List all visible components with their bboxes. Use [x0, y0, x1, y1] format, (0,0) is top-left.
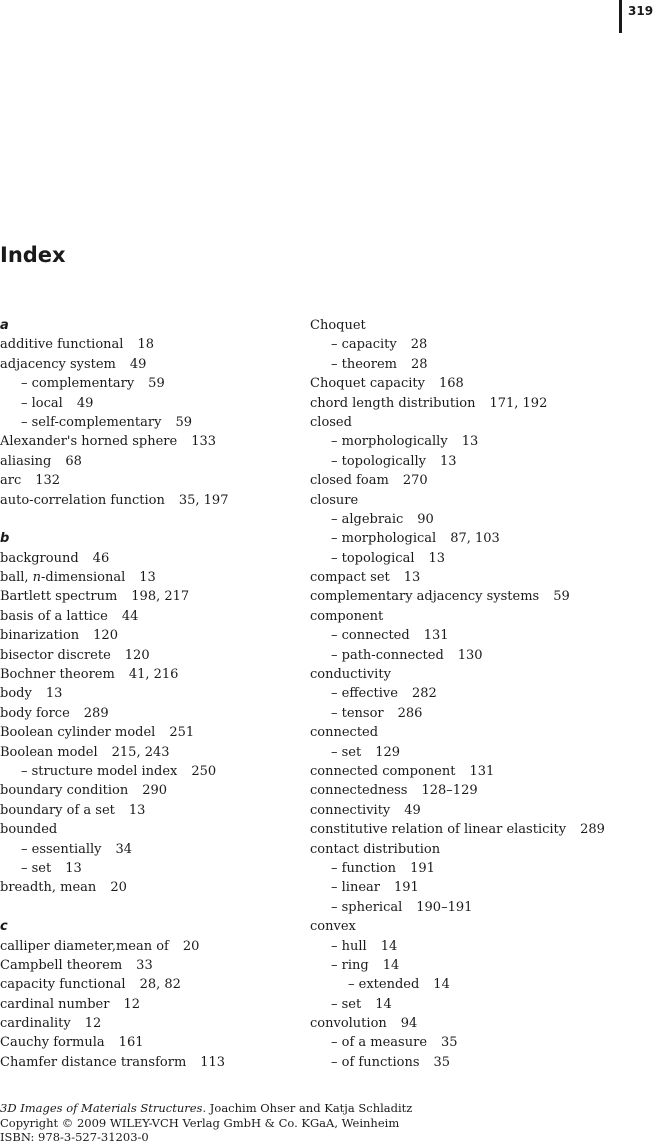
- entry-pages: 13: [139, 570, 156, 586]
- page-number: 319: [628, 4, 653, 18]
- entry-term: body force: [0, 705, 70, 721]
- entry-term: – essentially: [21, 841, 102, 857]
- index-subentry: [310, 956, 645, 975]
- entry-pages: 113: [200, 1054, 226, 1070]
- entry-term: Cauchy formula: [0, 1035, 105, 1051]
- footer-book-title: 3D Images of Materials Structures.: [0, 1101, 207, 1115]
- entry-pages: 94: [400, 1016, 418, 1032]
- index-subentry: [310, 1033, 645, 1052]
- entry-term: chord length distribution: [310, 395, 476, 411]
- entry-term: Bochner theorem: [0, 667, 115, 683]
- entry-pages: 35: [433, 1054, 451, 1070]
- index-subentry: [310, 937, 645, 956]
- entry-pages: 13: [428, 550, 446, 566]
- index-entry: [310, 917, 645, 936]
- entry-term: [0, 570, 125, 585]
- footer-authors: Joachim Ohser and Katja Schladitz: [206, 1101, 413, 1115]
- index-entry: [310, 723, 645, 742]
- entry-pages: 191: [393, 880, 419, 896]
- entry-pages: 14: [382, 957, 400, 973]
- entry-term: constitutive relation of linear elasticity: [310, 822, 567, 838]
- entry-term: – topological: [331, 550, 415, 566]
- entry-term: – extended: [348, 977, 420, 993]
- entry-term: closed foam: [310, 473, 389, 489]
- entry-pages: 161: [118, 1035, 144, 1051]
- entry-pages: 171, 192: [489, 395, 548, 411]
- entry-term: contact distribution: [310, 841, 441, 857]
- entry-pages: 131: [423, 628, 449, 644]
- index-entry: [0, 995, 300, 1014]
- page-title: Index: [0, 243, 66, 267]
- entry-term: complementary adjacency systems: [310, 589, 540, 605]
- entry-pages: 41, 216: [128, 667, 179, 683]
- entry-pages: 28: [410, 356, 428, 372]
- entry-term: binarization: [0, 628, 80, 644]
- entry-term: adjacency system: [0, 356, 116, 372]
- section-letter: c: [0, 919, 8, 935]
- entry-term: – spherical: [331, 899, 403, 915]
- index-entry: [0, 452, 300, 471]
- index-entry: [0, 607, 300, 626]
- entry-term: – topologically: [331, 453, 426, 469]
- entry-pages: 35: [441, 1035, 458, 1051]
- entry-pages: 14: [380, 938, 398, 954]
- entry-term: component: [310, 608, 384, 624]
- entry-term: convolution: [310, 1016, 387, 1032]
- entry-pages: 12: [123, 996, 140, 1012]
- index-subentry: [310, 859, 645, 878]
- entry-pages: 20: [182, 938, 200, 954]
- index-subentry: [310, 646, 645, 665]
- entry-pages: 14: [433, 977, 450, 993]
- entry-pages: 49: [76, 395, 94, 411]
- section-letter: b: [0, 531, 10, 547]
- index-entry: [310, 820, 645, 839]
- entry-term: – function: [331, 860, 397, 876]
- index-entry: [0, 975, 300, 994]
- entry-pages: 131: [469, 763, 495, 779]
- entry-term: – set: [21, 860, 52, 876]
- entry-pages: 34: [115, 841, 133, 857]
- index-entry: [0, 1033, 300, 1052]
- index-subentry: [310, 432, 645, 451]
- entry-term: bounded: [0, 822, 58, 838]
- entry-pages: 13: [65, 860, 82, 876]
- index-subentry: [310, 529, 645, 548]
- page-number-bar: [619, 0, 622, 33]
- index-column-right: [310, 316, 645, 1072]
- entry-pages: 28: [410, 337, 428, 353]
- entry-term: boundary of a set: [0, 802, 115, 818]
- index-subentry: [0, 394, 300, 413]
- footer-isbn: ISBN: 978-3-527-31203-0: [0, 1130, 149, 1144]
- index-subentry: [310, 743, 645, 762]
- entry-term: Campbell theorem: [0, 957, 123, 973]
- entry-term: breadth, mean: [0, 880, 97, 896]
- entry-term: connectivity: [310, 802, 391, 818]
- index-entry: [310, 413, 645, 432]
- entry-pages: 270: [402, 473, 428, 489]
- entry-term: closure: [310, 492, 359, 508]
- entry-term: boundary condition: [0, 783, 129, 799]
- entry-pages: 13: [45, 686, 63, 702]
- index-subentry: [310, 549, 645, 568]
- index-entry: [310, 762, 645, 781]
- index-entry: [310, 801, 645, 820]
- index-subentry: [310, 975, 645, 994]
- entry-pages: 286: [397, 705, 423, 721]
- index-entry: [0, 665, 300, 684]
- index-entry: [0, 723, 300, 742]
- index-subentry: [0, 859, 300, 878]
- entry-pages: 198, 217: [131, 589, 190, 605]
- index-entry: [310, 840, 645, 859]
- section-spacer: [0, 510, 300, 529]
- index-entry: [310, 665, 645, 684]
- section-letter: a: [0, 318, 9, 333]
- entry-term-italic: n: [32, 570, 42, 586]
- entry-term: – structure model index: [21, 763, 178, 779]
- entry-pages: 130: [457, 647, 483, 663]
- entry-term: Bartlett spectrum: [0, 589, 118, 605]
- index-entry: [0, 937, 300, 956]
- index-subentry: [310, 684, 645, 703]
- entry-term: Choquet: [310, 318, 366, 333]
- index-entry: [310, 491, 645, 510]
- index-subentry: [310, 452, 645, 471]
- index-entry: [0, 820, 300, 839]
- entry-term: – effective: [331, 686, 398, 702]
- entry-term: conductivity: [310, 667, 391, 683]
- index-entry: [0, 1053, 300, 1072]
- entry-term: arc: [0, 473, 22, 489]
- entry-pages: 20: [110, 880, 127, 896]
- index-entry: [0, 1014, 300, 1033]
- entry-term: body: [0, 686, 32, 702]
- entry-pages: 59: [553, 589, 570, 605]
- entry-term: aliasing: [0, 453, 52, 469]
- entry-pages: 13: [440, 453, 457, 469]
- index-subentry: [0, 413, 300, 432]
- index-entry: [0, 432, 300, 451]
- index-subentry: [310, 510, 645, 529]
- index-subentry: [310, 355, 645, 374]
- index-entry: [0, 781, 300, 800]
- entry-pages: 282: [411, 686, 437, 702]
- entry-term: connected: [310, 725, 379, 741]
- entry-pages: 90: [417, 511, 434, 527]
- index-entry: [0, 491, 300, 510]
- entry-term: – morphologically: [331, 434, 448, 450]
- index-entry: [0, 646, 300, 665]
- entry-pages: 120: [93, 628, 118, 644]
- entry-term: – morphological: [331, 531, 437, 547]
- entry-term: – tensor: [331, 705, 384, 721]
- section-spacer: [0, 898, 300, 917]
- entry-pages: 59: [148, 376, 165, 392]
- index-entry: [0, 801, 300, 820]
- entry-pages: 190–191: [416, 899, 473, 915]
- index-entry: [0, 335, 300, 354]
- entry-pages: 35, 197: [178, 492, 229, 508]
- index-entry: [0, 684, 300, 703]
- index-entry: [310, 316, 645, 335]
- footer-copyright: Copyright © 2009 WILEY-VCH Verlag GmbH & Co. KGaA, Weinheim: [0, 1115, 400, 1130]
- entry-pages: 251: [169, 725, 195, 741]
- index-subentry: [0, 840, 300, 859]
- index-subentry: [0, 762, 300, 781]
- entry-term: closed: [310, 414, 352, 430]
- index-entry: [0, 878, 300, 897]
- entry-term: – of a measure: [331, 1035, 428, 1051]
- index-subentry: [0, 374, 300, 393]
- entry-term: – set: [331, 744, 362, 760]
- index-entry: [310, 471, 645, 490]
- entry-term: connectedness: [310, 783, 408, 799]
- index-entry: [310, 568, 645, 587]
- entry-term: basis of a lattice: [0, 608, 108, 624]
- index-entry: [310, 781, 645, 800]
- entry-term: – self-complementary: [21, 414, 162, 430]
- entry-term: cardinal number: [0, 996, 110, 1012]
- entry-pages: 133: [191, 434, 217, 450]
- index-entry: [0, 471, 300, 490]
- entry-term: compact set: [310, 570, 390, 586]
- entry-term: Alexander's horned sphere: [0, 434, 178, 450]
- entry-pages: 49: [404, 802, 421, 818]
- index-column-left: [0, 316, 300, 1072]
- entry-pages: 191: [410, 860, 435, 876]
- index-entry: [310, 374, 645, 393]
- entry-term: – algebraic: [331, 511, 404, 527]
- entry-pages: 33: [136, 957, 153, 973]
- index-subentry: [310, 704, 645, 723]
- entry-pages: 215, 243: [111, 744, 170, 760]
- entry-term: convex: [310, 919, 356, 935]
- entry-pages: 12: [84, 1016, 102, 1032]
- entry-pages: 128–129: [421, 783, 478, 799]
- entry-term: – path-connected: [331, 647, 444, 663]
- entry-term: capacity functional: [0, 977, 126, 993]
- entry-term: – hull: [331, 938, 367, 954]
- index-subentry: [310, 878, 645, 897]
- index-entry: [0, 956, 300, 975]
- index-entry: [0, 568, 300, 587]
- index-entry: [0, 626, 300, 645]
- entry-pages: 49: [129, 356, 147, 372]
- entry-pages: 18: [137, 337, 154, 353]
- entry-pages: 120: [124, 647, 150, 663]
- entry-term: auto-correlation function: [0, 492, 165, 508]
- footer-citation: [0, 1101, 412, 1116]
- entry-pages: 290: [142, 783, 168, 799]
- index-entry: [0, 355, 300, 374]
- index-subentry: [310, 898, 645, 917]
- index-entry: [310, 607, 645, 626]
- entry-term: – of functions: [331, 1054, 420, 1070]
- entry-pages: 289: [580, 822, 605, 838]
- entry-term: cardinality: [0, 1016, 71, 1032]
- index-entry: [0, 743, 300, 762]
- entry-pages: 168: [439, 376, 464, 392]
- entry-term: – complementary: [21, 376, 135, 392]
- entry-pages: 132: [35, 473, 61, 489]
- entry-pages: 13: [461, 434, 479, 450]
- entry-pages: 14: [375, 996, 392, 1012]
- entry-pages: 250: [191, 763, 217, 779]
- entry-term: calliper diameter,mean of: [0, 938, 169, 954]
- entry-term: – connected: [331, 628, 410, 644]
- entry-term-part: -dimensional: [41, 570, 126, 586]
- index-subentry: [310, 995, 645, 1014]
- entry-pages: 59: [175, 414, 192, 430]
- entry-term: background: [0, 550, 79, 566]
- index-subentry: [310, 626, 645, 645]
- index-entry: [310, 394, 645, 413]
- entry-term: additive functional: [0, 337, 124, 353]
- entry-term: Choquet capacity: [310, 376, 426, 392]
- entry-pages: 13: [128, 802, 146, 818]
- entry-pages: 289: [83, 705, 109, 721]
- entry-pages: 13: [403, 570, 421, 586]
- entry-pages: 87, 103: [450, 531, 500, 547]
- entry-term: – linear: [331, 880, 380, 896]
- index-entry: [310, 587, 645, 606]
- index-entry: [0, 704, 300, 723]
- index-entry: [310, 1014, 645, 1033]
- entry-term: – ring: [331, 957, 369, 973]
- entry-term: connected component: [310, 763, 456, 779]
- entry-term: – set: [331, 996, 362, 1012]
- entry-term: bisector discrete: [0, 647, 111, 663]
- entry-pages: 44: [121, 608, 139, 624]
- index-subentry: [310, 1053, 645, 1072]
- entry-term: Chamfer distance transform: [0, 1054, 187, 1070]
- entry-term: – capacity: [331, 337, 397, 353]
- entry-pages: 46: [92, 550, 110, 566]
- entry-pages: 28, 82: [139, 977, 181, 993]
- index-entry: [0, 587, 300, 606]
- entry-pages: 68: [65, 453, 82, 469]
- entry-pages: 129: [375, 744, 401, 760]
- index-subentry: [310, 335, 645, 354]
- index-entry: [0, 549, 300, 568]
- entry-term: – local: [21, 395, 63, 411]
- entry-term: Boolean model: [0, 744, 98, 760]
- entry-term: – theorem: [331, 356, 397, 372]
- entry-term-part: ball,: [0, 570, 33, 586]
- book-footer: [0, 1101, 412, 1145]
- entry-term: Boolean cylinder model: [0, 725, 156, 741]
